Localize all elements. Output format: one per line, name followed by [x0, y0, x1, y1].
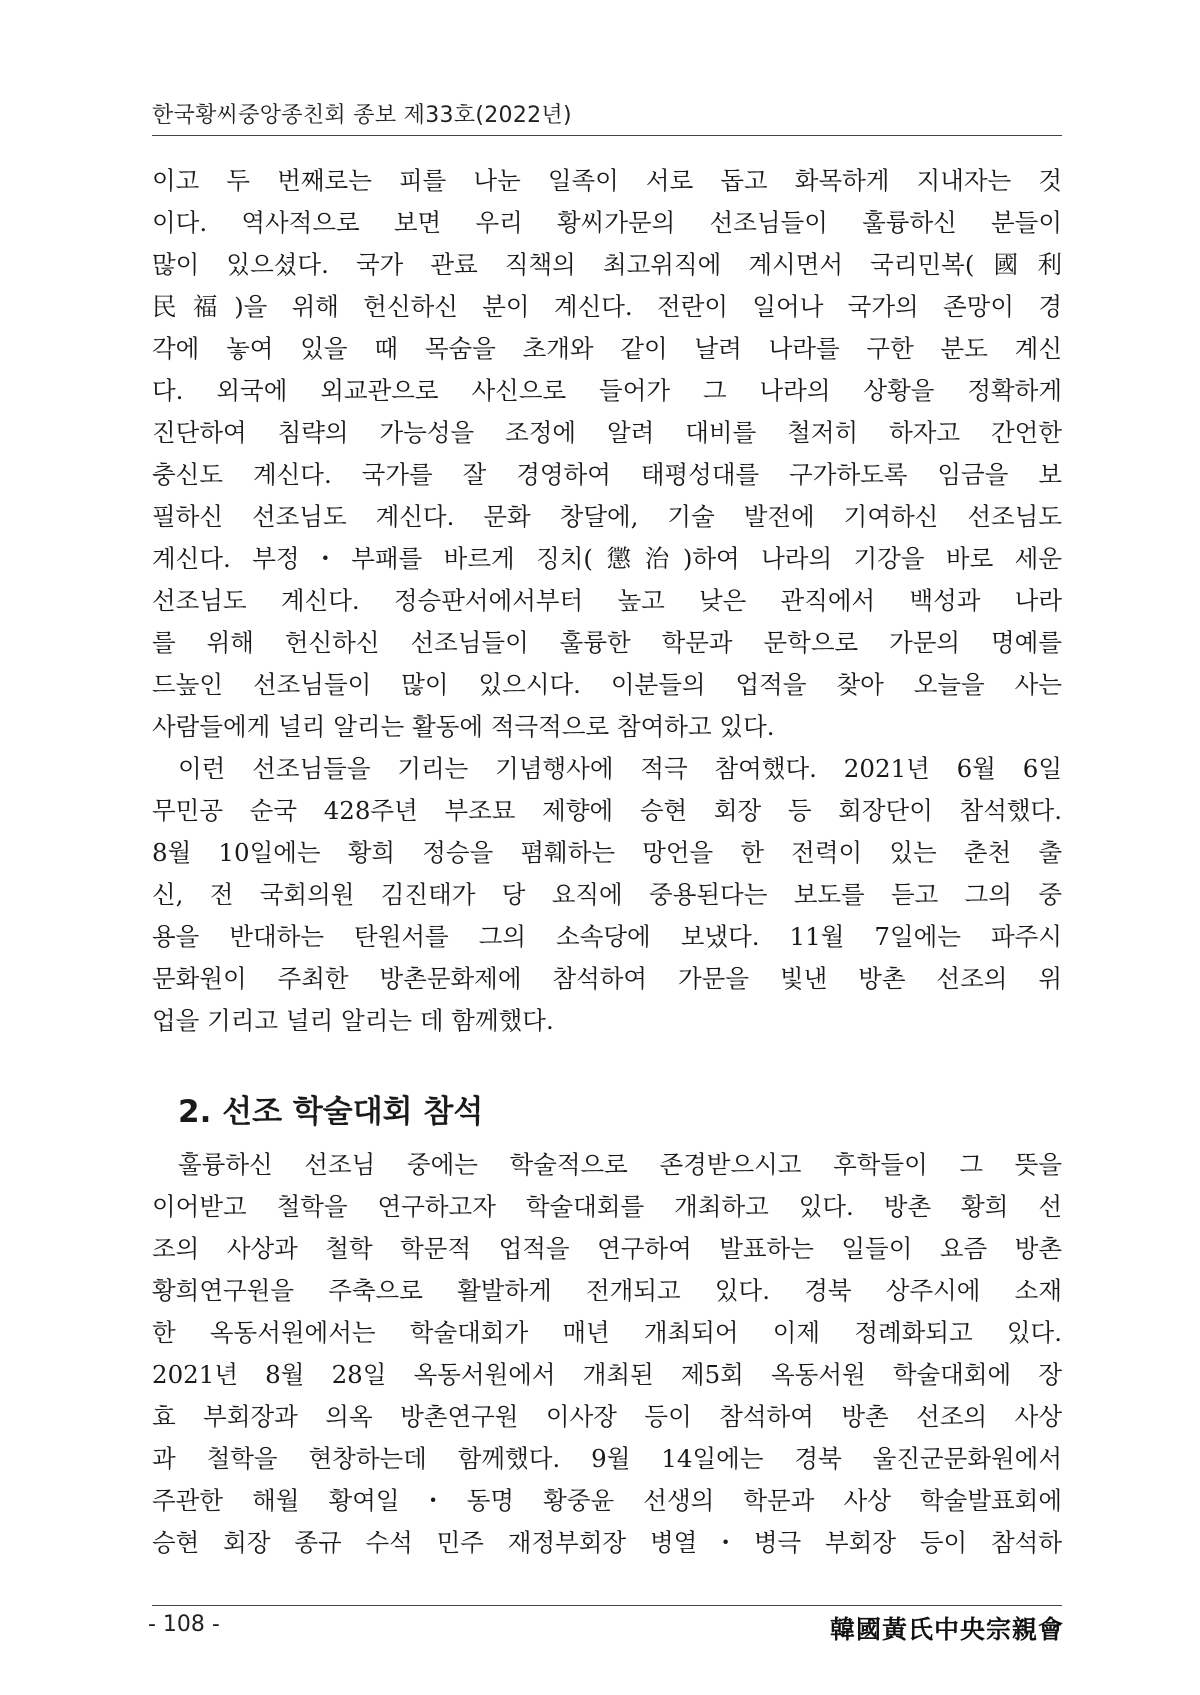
text-line: 2021년 8월 28일 옥동서원에서 개최된 제5회 옥동서원 학술대회에 장	[152, 1360, 1062, 1389]
text-line: 많이 있으셨다. 국가 관료 직책의 최고위직에 계시면서 국리민복(國利	[152, 250, 1062, 279]
text-line: 주관한 해월 황여일・동명 황중윤 선생의 학문과 사상 학술발표회에	[152, 1486, 1062, 1515]
text-line: 이고 두 번째로는 피를 나눈 일족이 서로 돕고 화목하게 지내자는 것	[152, 166, 1062, 195]
text-line: 계신다. 부정・부패를 바르게 징치(懲治)하여 나라의 기강을 바로 세운	[152, 544, 1062, 573]
text-line: 드높인 선조님들이 많이 있으시다. 이분들의 업적을 찾아 오늘을 사는	[152, 670, 1062, 699]
text-line: 선조님도 계신다. 정승판서에서부터 높고 낮은 관직에서 백성과 나라	[152, 586, 1062, 615]
text-line: 승현 회장 종규 수석 민주 재정부회장 병열・병극 부회장 등이 참석하	[152, 1528, 1062, 1557]
text-line: 다. 외국에 외교관으로 사신으로 들어가 그 나라의 상황을 정확하게	[152, 376, 1062, 405]
body-text	[152, 160, 1062, 1564]
header-divider	[152, 135, 1062, 136]
text-line: 조의 사상과 철학 학문적 업적을 연구하여 발표하는 일들이 요즘 방촌	[152, 1234, 1062, 1263]
text-line: 이다. 역사적으로 보면 우리 황씨가문의 선조님들이 훌륭하신 분들이	[152, 208, 1062, 237]
paragraph	[152, 748, 1062, 1042]
text-line: 진단하여 침략의 가능성을 조정에 알려 대비를 철저히 하자고 간언한	[152, 418, 1062, 447]
text-line: 民福)을 위해 헌신하신 분이 계신다. 전란이 일어나 국가의 존망이 경	[152, 292, 1062, 321]
running-header: 한국황씨중앙종친회 종보 제33호(2022년)	[152, 103, 572, 128]
text-line: 문화원이 주최한 방촌문화제에 참석하여 가문을 빛낸 방촌 선조의 위	[152, 964, 1062, 993]
text-line: 용을 반대하는 탄원서를 그의 소속당에 보냈다. 11월 7일에는 파주시	[152, 922, 1062, 951]
text-line: 무민공 순국 428주년 부조묘 제향에 승현 회장 등 회장단이 참석했다.	[152, 796, 1062, 825]
text-line: 업을 기리고 널리 알리는 데 함께했다.	[152, 1006, 554, 1035]
footer-divider	[152, 1605, 1062, 1606]
text-line: 과 철학을 현창하는데 함께했다. 9월 14일에는 경북 울진군문화원에서	[152, 1444, 1062, 1473]
paragraph	[152, 160, 1062, 748]
text-line: 사람들에게 널리 알리는 활동에 적극적으로 참여하고 있다.	[152, 712, 775, 741]
text-line: 8월 10일에는 황희 정승을 폄훼하는 망언을 한 전력이 있는 춘천 출	[152, 838, 1062, 867]
text-line: 이어받고 철학을 연구하고자 학술대회를 개최하고 있다. 방촌 황희 선	[152, 1192, 1062, 1221]
paragraph	[152, 1144, 1062, 1564]
text-line: 필하신 선조님도 계신다. 문화 창달에, 기술 발전에 기여하신 선조님도	[152, 502, 1062, 531]
text-line: 충신도 계신다. 국가를 잘 경영하여 태평성대를 구가하도록 임금을 보	[152, 460, 1062, 489]
text-line: 이런 선조님들을 기리는 기념행사에 적극 참여했다. 2021년 6월 6일	[178, 754, 1062, 783]
organization-wordmark: 韓國黃氏中央宗親會	[829, 1615, 1064, 1644]
text-line: 한 옥동서원에서는 학술대회가 매년 개최되어 이제 정례화되고 있다.	[152, 1318, 1062, 1347]
text-line: 신, 전 국회의원 김진태가 당 요직에 중용된다는 보도를 듣고 그의 중	[152, 880, 1062, 909]
text-line: 를 위해 헌신하신 선조님들이 훌륭한 학문과 문학으로 가문의 명예를	[152, 628, 1062, 657]
section-heading: 2. 선조 학술대회 참석	[178, 1094, 484, 1130]
text-line: 각에 놓여 있을 때 목숨을 초개와 같이 날려 나라를 구한 분도 계신	[152, 334, 1062, 363]
page-number: - 108 -	[148, 1612, 220, 1637]
text-line: 황희연구원을 주축으로 활발하게 전개되고 있다. 경북 상주시에 소재	[152, 1276, 1062, 1305]
text-line: 효 부회장과 의옥 방촌연구원 이사장 등이 참석하여 방촌 선조의 사상	[152, 1402, 1062, 1431]
text-line: 훌륭하신 선조님 중에는 학술적으로 존경받으시고 후학들이 그 뜻을	[178, 1150, 1062, 1179]
